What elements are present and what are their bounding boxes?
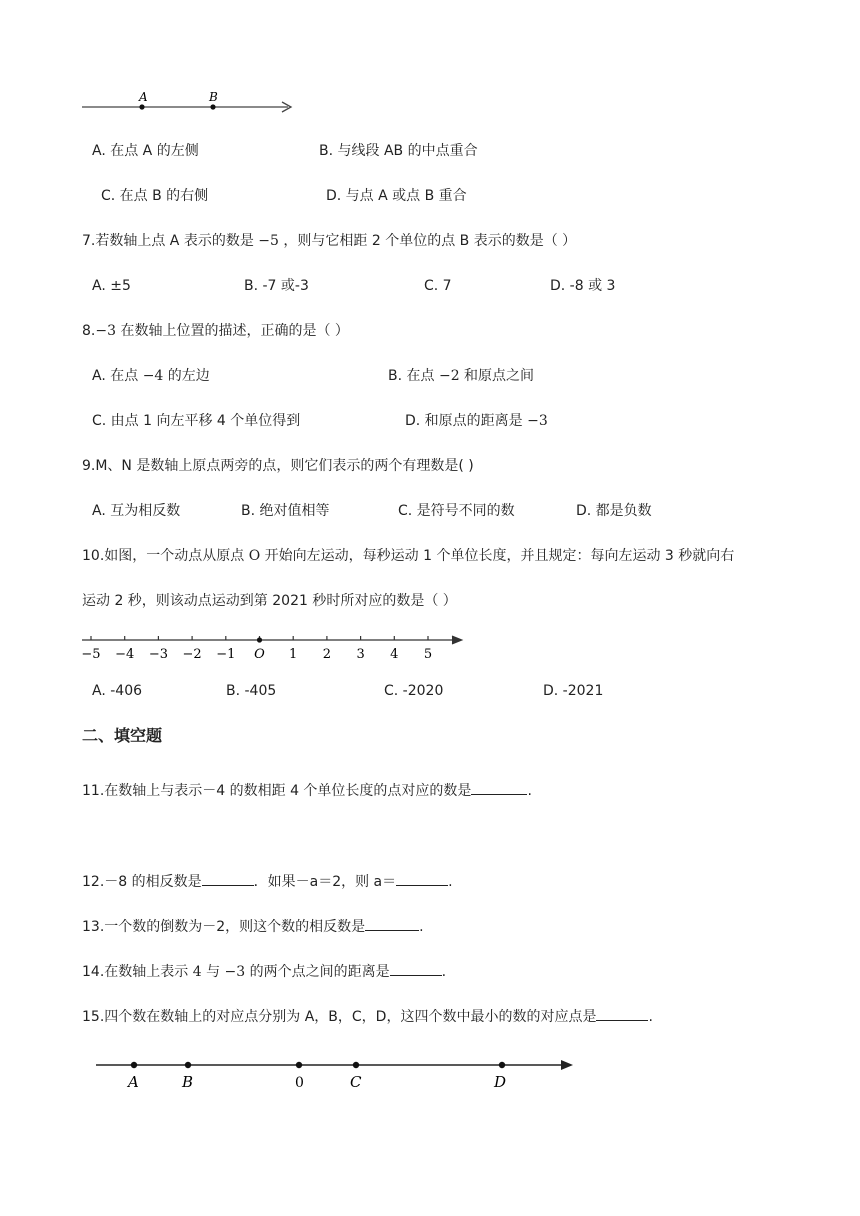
q14-math-2: −3 — [224, 964, 246, 980]
q10-option-c: C. -2020 — [384, 683, 444, 699]
q10-option-a: A. -406 — [92, 683, 143, 699]
q14-text-pre: 14.在数轴上表示 — [82, 964, 193, 980]
q8-option-c: C. 由点 1 向左平移 4 个单位得到 — [92, 413, 301, 429]
q9-option-b: B. 绝对值相等 — [241, 503, 330, 519]
q15-origin-dot — [296, 1062, 302, 1068]
q6-option-a: A. 在点 A 的左侧 — [92, 143, 199, 159]
q7-stem-post: ，则与它相距 2 个单位的点 B 表示的数是（ ） — [278, 233, 577, 249]
q8-b-pre: B. 在点 — [388, 368, 439, 384]
q14-text-post: 的两个点之间的距离是 — [245, 964, 390, 980]
q8-stem-math: −3 — [95, 323, 116, 339]
q10-option-b: B. -405 — [226, 683, 277, 699]
q11-text: 11.在数轴上与表示－4 的数相距 4 个单位长度的点对应的数是 — [82, 783, 472, 799]
q15-arrowhead — [561, 1060, 573, 1070]
q9-stem: 9.M、N 是数轴上原点两旁的点，则它们表示的两个有理数是( ) — [82, 458, 474, 474]
q10-stem-post: 开始向左运动，每秒运动 1 个单位长度，并且规定：每向左运动 3 秒就向右 — [260, 548, 735, 564]
q10-tick-label-5: 5 — [423, 647, 433, 662]
q8-stem-post: 在数轴上位置的描述，正确的是（ ） — [116, 323, 349, 339]
q7-stem-pre: 7.若数轴上点 A 表示的数是 — [82, 233, 259, 249]
q6-option-b: B. 与线段 AB 的中点重合 — [319, 143, 478, 159]
q10-tick-label-2: 2 — [322, 647, 332, 662]
q10-tick-label-neg5: −5 — [81, 647, 101, 662]
q15-point-d-dot — [499, 1062, 505, 1068]
section-2-title: 二、填空题 — [82, 726, 163, 745]
q9-option-c: C. 是符号不同的数 — [398, 503, 515, 519]
q10-tick-label-neg1: −1 — [216, 647, 236, 662]
q15-point-b-dot — [185, 1062, 191, 1068]
q8-stem-pre: 8. — [82, 323, 96, 339]
q14-period: . — [441, 964, 447, 980]
q14-math-1: 4 — [192, 964, 202, 980]
q15-period: . — [648, 1009, 653, 1025]
q15-point-d-label: D — [494, 1073, 507, 1091]
point-a-label: A — [139, 90, 148, 104]
q15-origin-label: 0 — [295, 1075, 304, 1091]
q7-stem-math: −5 — [258, 233, 279, 249]
q7-option-d: D. -8 或 3 — [550, 278, 616, 294]
q12-text-mid: ．如果－a＝2，则 a＝ — [253, 874, 397, 890]
q13-period: . — [419, 919, 424, 935]
q15-point-a-dot — [131, 1062, 137, 1068]
q10-tick-label-1: 1 — [289, 647, 298, 662]
q7-option-c: C. 7 — [424, 278, 452, 294]
q10-tick-label-neg2: −2 — [182, 647, 202, 662]
q7-option-b: B. -7 或-3 — [244, 278, 309, 294]
q13-text: 13.一个数的倒数为－2，则这个数的相反数是 — [82, 919, 366, 935]
q12-text-pre: 12.－8 的相反数是 — [82, 874, 202, 890]
q14-text-mid: 与 — [201, 964, 225, 980]
q6-option-d: D. 与点 A 或点 B 重合 — [326, 188, 467, 204]
q10-stem-math: O — [248, 548, 261, 564]
q12-period: . — [448, 874, 453, 890]
q10-option-d: D. -2021 — [543, 683, 604, 699]
q15-text: 15.四个数在数轴上的对应点分别为 A，B，C，D，这四个数中最小的数的对应点是 — [82, 1009, 597, 1025]
q9-option-a: A. 互为相反数 — [92, 503, 181, 519]
q8-a-post: 的左边 — [163, 368, 210, 384]
q8-a-math: −4 — [142, 368, 164, 384]
q7-option-a: A. ±5 — [92, 278, 131, 294]
q8-b-math: −2 — [438, 368, 460, 384]
q8-d-math: −3 — [527, 413, 548, 429]
q10-stem-pre: 10.如图，一个动点从原点 — [82, 548, 249, 564]
q10-tick-label-neg3: −3 — [148, 647, 168, 662]
q15-point-a-label: A — [128, 1073, 139, 1091]
q9-option-d: D. 都是负数 — [576, 503, 652, 519]
q8-a-pre: A. 在点 — [92, 368, 143, 384]
q10-stem-line2: 运动 2 秒，则该动点运动到第 2021 秒时所对应的数是（ ） — [82, 593, 457, 609]
q8-b-post: 和原点之间 — [459, 368, 535, 384]
q10-tick-label-0: O — [254, 647, 265, 662]
q10-tick-label-3: 3 — [356, 647, 365, 662]
q8-d-pre: D. 和原点的距离是 — [405, 413, 528, 429]
point-b-label: B — [209, 90, 218, 104]
q15-point-b-label: B — [182, 1073, 194, 1091]
q11-period: . — [527, 783, 532, 799]
q6-option-c: C. 在点 B 的右侧 — [101, 188, 209, 204]
q10-tick-label-neg4: −4 — [115, 647, 135, 662]
q10-tick-label-4: 4 — [390, 647, 399, 662]
q15-point-c-dot — [353, 1062, 359, 1068]
q15-point-c-label: C — [350, 1073, 362, 1091]
